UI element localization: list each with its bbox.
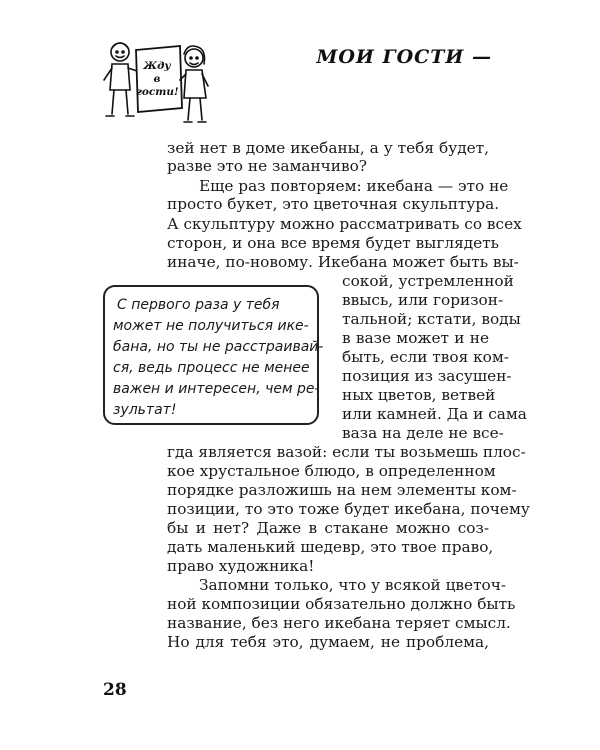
logo-sign-line: гости! [136, 86, 179, 98]
body-line: позиция из засушен- [342, 367, 512, 385]
body-line: тальной; кстати, воды [342, 310, 521, 328]
body-line: в вазе может и не [342, 329, 489, 347]
body-line: право художника! [167, 557, 315, 575]
body-line: А скульптуру можно рассматривать со всех [167, 215, 522, 233]
page-number: 28 [103, 680, 127, 700]
body-line: ных цветов, ветвей [342, 386, 496, 404]
body-line: ваза на деле не все- [342, 424, 504, 442]
logo-sign-line: Жду [143, 60, 171, 72]
body-line: ной композиции обязательно должно быть [167, 595, 516, 613]
body-line: бы и нет? Даже в стакане можно соз- [167, 519, 489, 537]
running-title: МОИ ГОСТИ — [316, 46, 492, 68]
body-line: разве это не заманчиво? [167, 157, 368, 176]
body-line: название, без него икебана теряет смысл. [167, 614, 511, 632]
callout-line: может не получиться ике- [113, 318, 309, 334]
body-line: Но для тебя это, думаем, не проблема, [167, 633, 489, 651]
body-line: ввысь, или горизон- [342, 291, 504, 309]
body-line: быть, если твоя ком- [342, 348, 509, 366]
body-line: порядке разложишь на нем элементы ком- [167, 481, 517, 499]
callout-line: ся, ведь процесс не менее [113, 360, 310, 376]
body-line: Запомни только, что у всякой цветоч- [199, 576, 507, 594]
body-line: сторон, и она все время будет выглядеть [167, 234, 500, 252]
callout-line: С первого раза у тебя [117, 297, 280, 313]
body-line: сокой, устремленной [342, 272, 514, 290]
logo-sign-line: в [153, 73, 161, 85]
callout-line: важен и интересен, чем ре- [113, 381, 320, 397]
body-line: гда является вазой: если ты возьмешь плос- [167, 443, 526, 461]
body-line: позиции, то это тоже будет икебана, почему [167, 500, 530, 518]
body-line: или камней. Да и сама [342, 405, 527, 423]
body-line: зей нет в доме икебаны, а у тебя будет, [167, 139, 489, 157]
logo-sign-text [136, 60, 178, 99]
body-line: Еще раз повторяем: икебана — это не [199, 177, 509, 195]
body-line: кое хрустальное блюдо, в определенном [167, 462, 496, 480]
body-line: иначе, по-новому. Икебана может быть вы- [167, 253, 519, 271]
callout-line: зультат! [113, 402, 177, 418]
body-line: просто букет, это цветочная скульптура. [167, 195, 500, 214]
body-line: дать маленький шедевр, это твое право, [167, 538, 494, 556]
callout-line: бана, но ты не расстраивай- [113, 339, 324, 355]
